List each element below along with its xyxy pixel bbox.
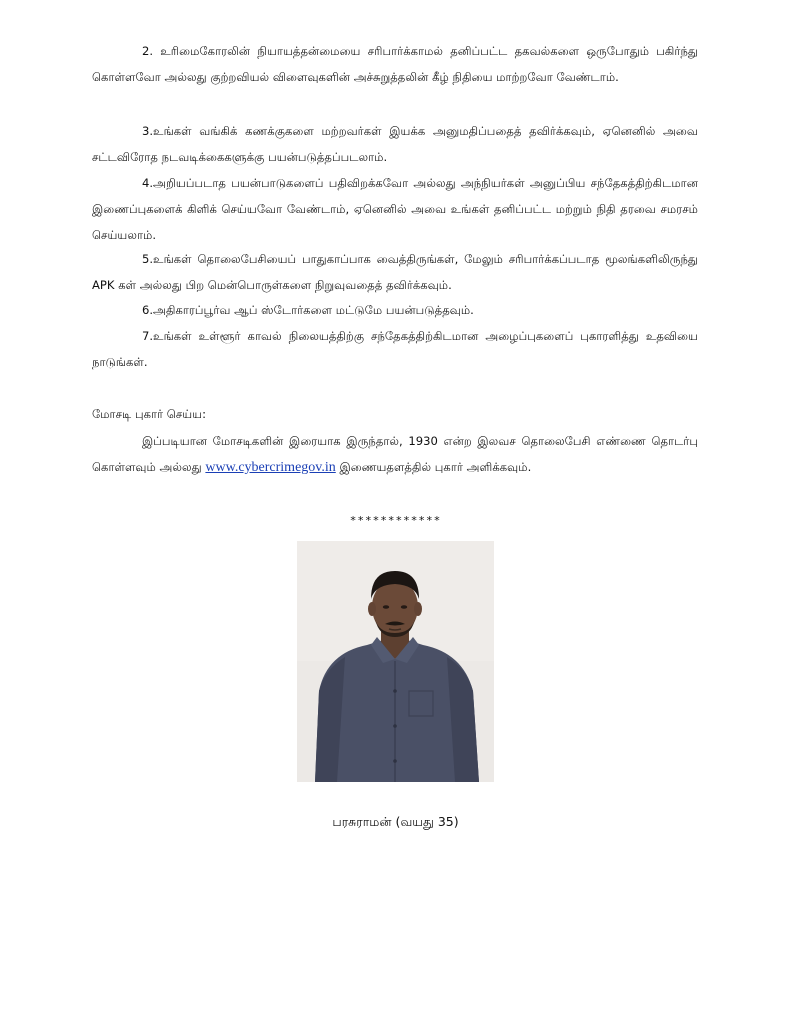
report-fraud-heading: மோசடி புகார் செய்ய: <box>92 407 207 421</box>
advice-paragraph-3: 3.உங்கள் வங்கிக் கணக்குகளை மற்றவர்கள் இயக்க அனுமதிப்பதைத் தவிர்க்கவும், ஏனெனில் அவை சட்டவிரோத நடவடிக்கைகளுக்கு பயன்படுத்தப்படலாம். <box>92 124 698 164</box>
photo-caption: பரசுராமன் (வயது 35) <box>332 814 459 829</box>
person-photo-illustration <box>297 541 494 782</box>
person-photo <box>297 541 494 782</box>
cybercrime-website-link[interactable]: www.cybercrimegov.in <box>205 460 336 475</box>
advice-paragraph-7: 7.உங்கள் உள்ளூர் காவல் நிலையத்திற்கு சந்தேகத்திற்கிடமான அழைப்புகளைப் புகாரளித்து உதவியை நாடுங்கள். <box>92 329 698 369</box>
section-separator: ************ <box>349 514 442 527</box>
advice-paragraph-2: 2. உரிமைகோரலின் நியாயத்தன்மையை சரிபார்க்காமல் தனிப்பட்ட தகவல்களை ஒருபோதும் பகிர்ந்து கொள்ளவோ அல்லது குற்றவியல் விளைவுகளின் அச்சுறுத்தலின் கீழ் நிதியை மாற்றவோ வேண்டாம். <box>92 44 698 84</box>
advice-paragraph-5: 5.உங்கள் தொலைபேசியைப் பாதுகாப்பாக வைத்திருங்கள், மேலும் சரிபார்க்கப்படாத மூலங்களிலிருந்து APK கள் அல்லது பிற மென்பொருள்களை நிறுவுவதைத் தவிர்க்கவும். <box>92 252 698 292</box>
report-text-after: இணையதளத்தில் புகார் அளிக்கவும். <box>335 460 532 474</box>
advice-paragraph-4: 4.அறியப்படாத பயன்பாடுகளைப் பதிவிறக்கவோ அல்லது அந்நியர்கள் அனுப்பிய சந்தேகத்திற்கிடமான இணைப்புகளைக் கிளிக் செய்யவோ வேண்டாம், ஏனெனில் அவை உங்கள் தனிப்பட்ட மற்றும் நிதி தரவை சமரசம் செய்யலாம். <box>92 176 698 242</box>
report-fraud-paragraph <box>92 428 698 481</box>
report-text-before: இப்படியான மோசடிகளின் இரையாக இருந்தால், 1930 என்ற இலவச தொலைபேசி எண்ணை தொடர்பு கொள்ளவும் அல்லது <box>92 434 698 474</box>
advice-paragraph-6: 6.அதிகாரப்பூர்வ ஆப் ஸ்டோர்களை மட்டுமே பயன்படுத்தவும். <box>142 303 474 317</box>
